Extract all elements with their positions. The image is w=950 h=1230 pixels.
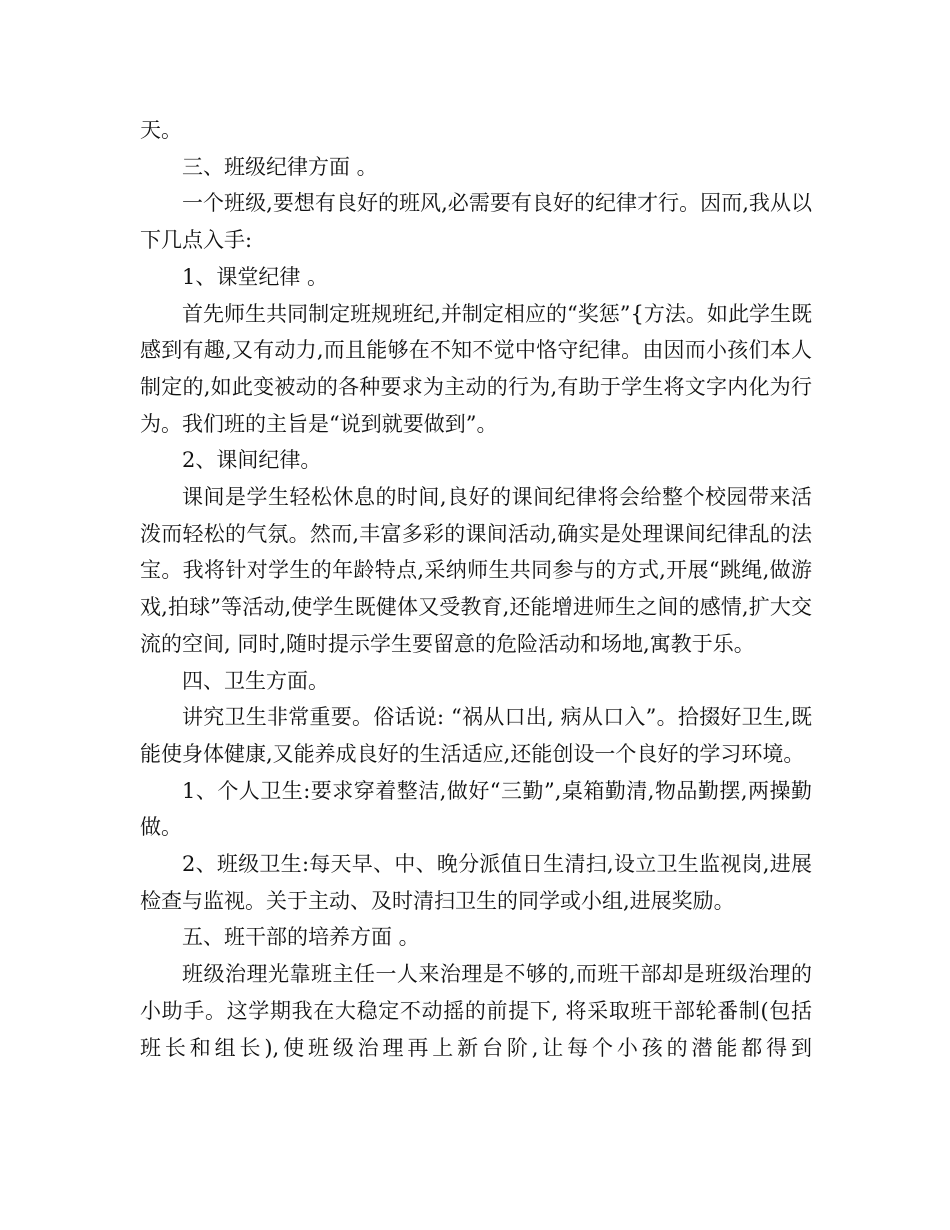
subheading-classroom-discipline: 1、课堂纪律 。: [182, 264, 329, 289]
subheading-break-discipline: 2、课间纪律。: [182, 448, 322, 473]
paragraph-class-cadres: 班级治理光靠班主任一人来治理是不够的,而班干部却是班级治理的小助手。这学期我在大稳定不动摇的前提下, 将采取班干部轮番制(包括班长和组长),使班级治理再上新台阶,让每个小孩的潜能都得到: [140, 962, 812, 1060]
paragraph-continuation: 天。: [140, 118, 182, 142]
paragraph-personal-hygiene: 1、个人卫生:要求穿着整洁,做好“三勤”,桌箱勤清,物品勤摆,两操勤做。: [140, 778, 812, 840]
paragraph-classroom-discipline: 首先师生共同制定班规班纪,并制定相应的“奖惩”{方法。如此学生既感到有趣,又有动力,而且能够在不知不觉中恪守纪律。由因而小孩们本人制定的,如此变被动的各种要求为主动的行为,有助于学生将文字内化为行为。我们班的主旨是“说到就要做到”。: [140, 301, 812, 436]
paragraph-class-hygiene: 2、班级卫生:每天早、中、晚分派值日生清扫,设立卫生监视岗,进展检查与监视。关于主动、及时清扫卫生的同学或小组,进展奖励。: [140, 852, 812, 913]
document-body: [140, 112, 812, 1066]
section-heading-hygiene: 四、卫生方面。: [182, 668, 329, 693]
section-heading-discipline: 三、班级纪律方面 。: [182, 154, 378, 179]
section-heading-class-cadres: 五、班干部的培养方面 。: [182, 925, 420, 950]
paragraph-hygiene-intro: 讲究卫生非常重要。俗话说: “祸从口出, 病从口入”。拾掇好卫生,既能使身体健康,又能养成良好的生活适应,还能创设一个良好的学习环境。: [140, 705, 812, 766]
paragraph-break-discipline: 课间是学生轻松休息的时间,良好的课间纪律将会给整个校园带来活泼而轻松的气氛。然而,丰富多彩的课间活动,确实是处理课间纪律乱的法宝。我将针对学生的年龄特点,采纳师生共同参与的方式,开展“跳绳,做游戏,拍球”等活动,使学生既健体又受教育,还能增进师生之间的感情,扩大交流的空间, 同时,随时提示学生要留意的危险活动和场地,寓教于乐。: [140, 485, 812, 656]
paragraph-discipline-intro: 一个班级,要想有良好的班风,必需要有良好的纪律才行。因而,我从以下几点入手:: [140, 191, 812, 253]
